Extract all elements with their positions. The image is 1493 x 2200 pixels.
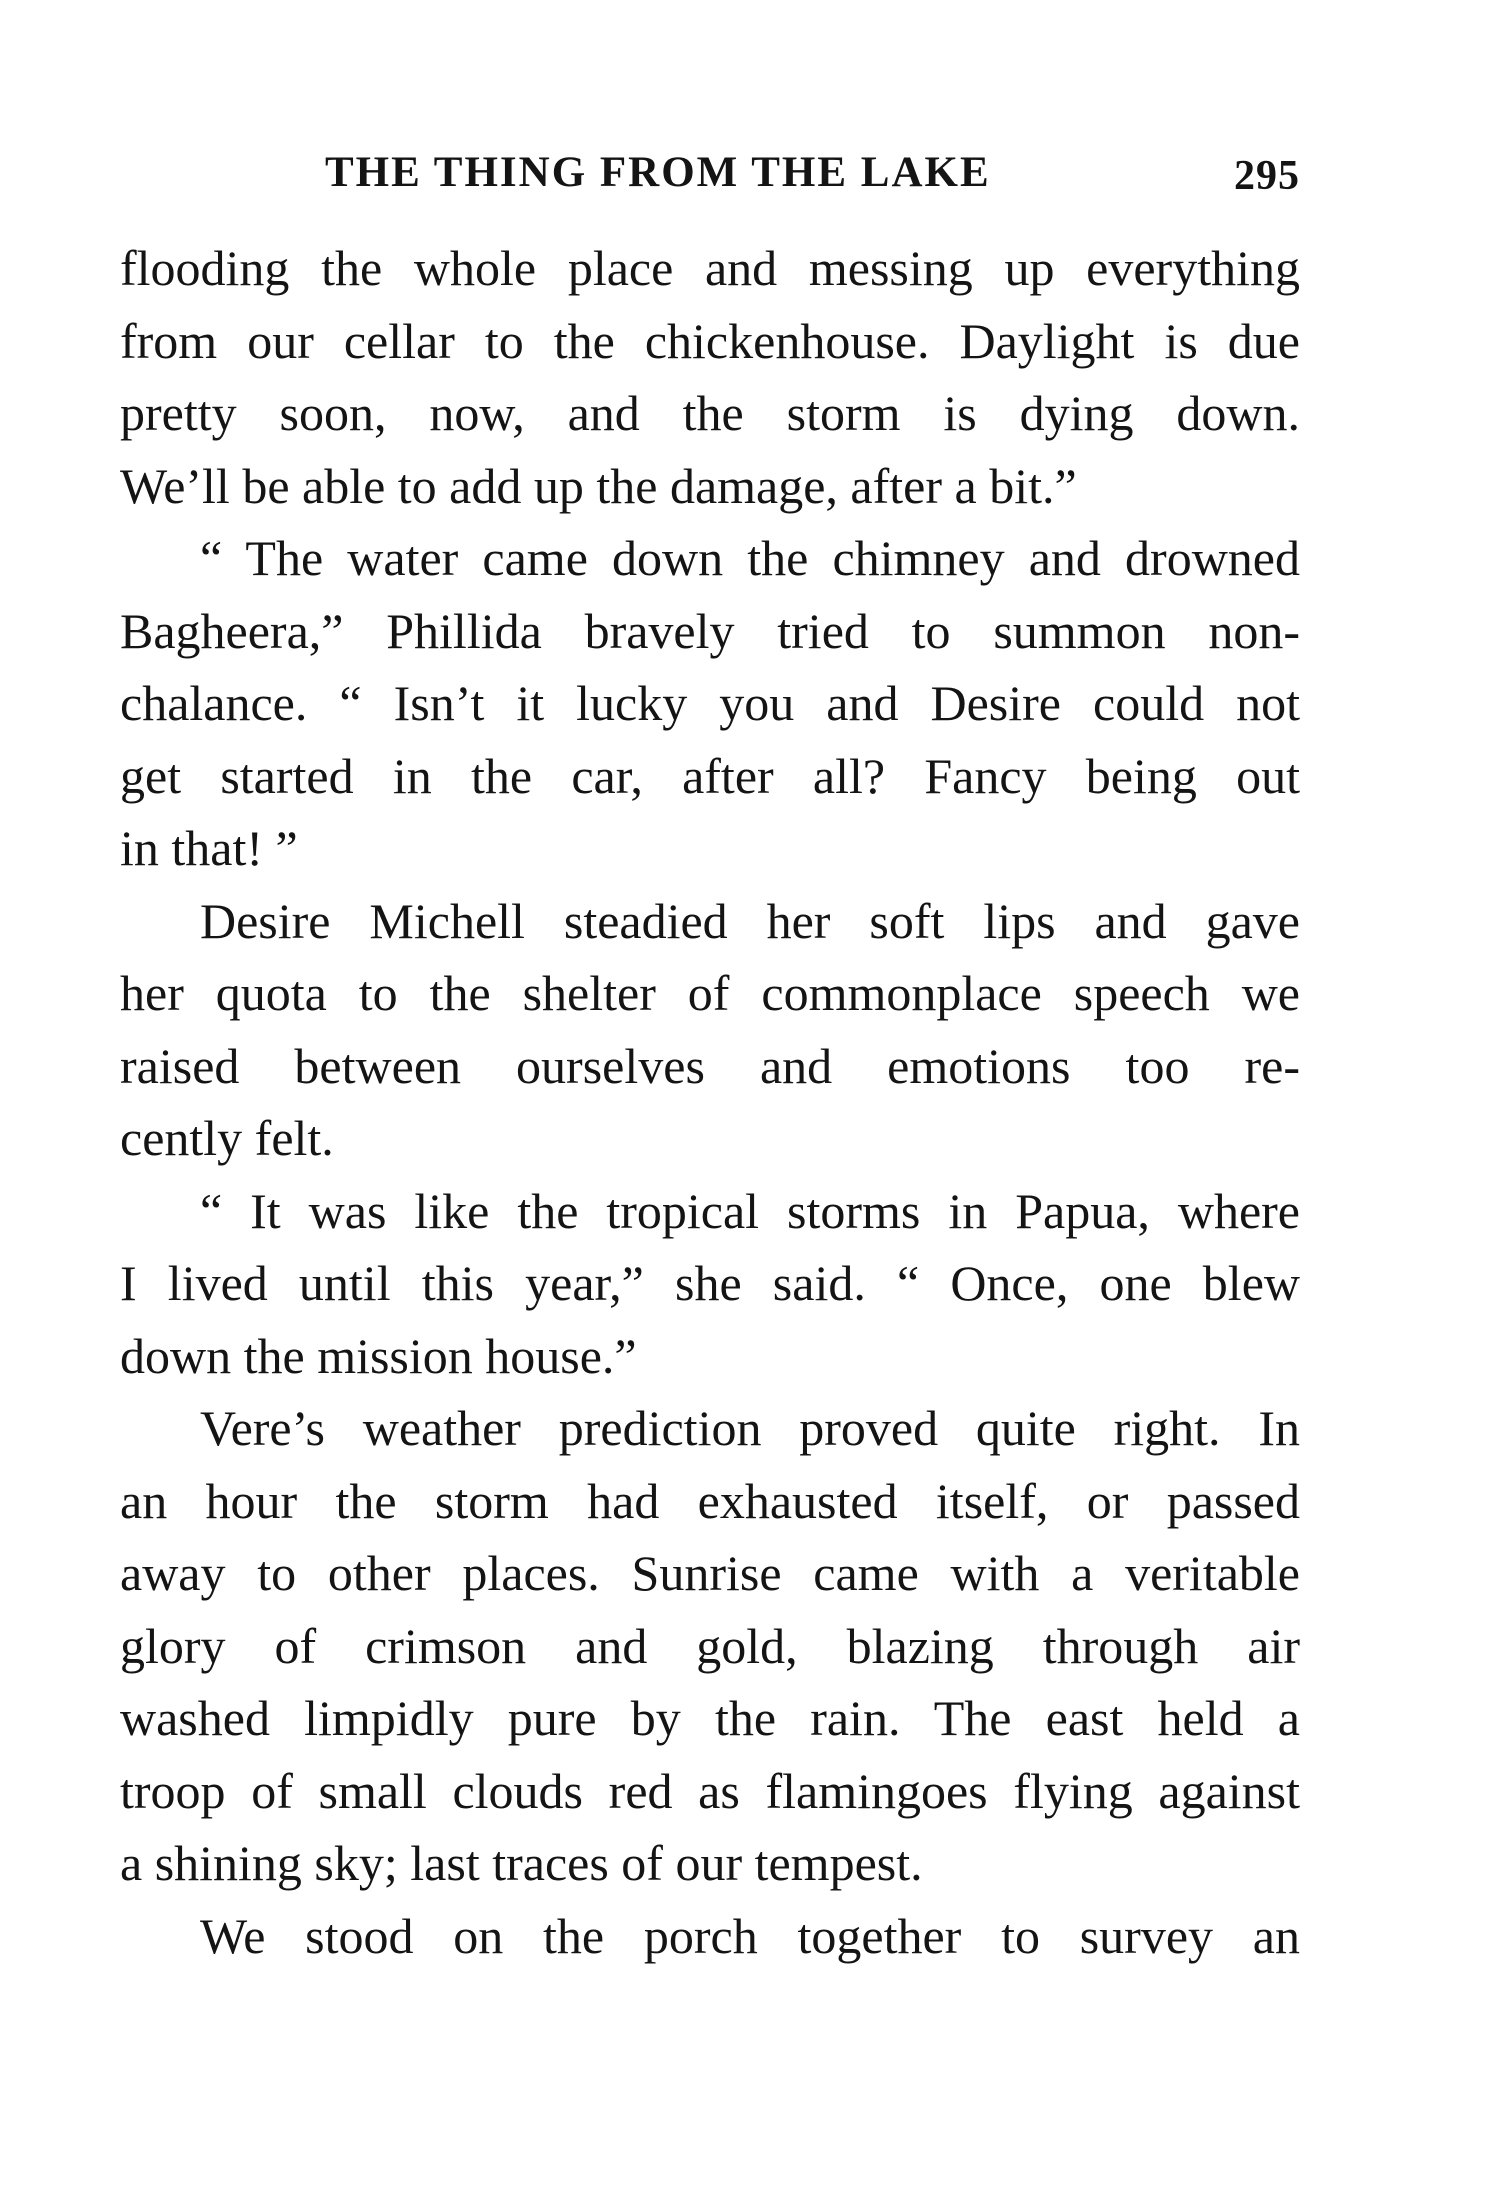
paragraph — [120, 885, 1300, 1175]
paragraph — [120, 1900, 1300, 1973]
text-line: glory of crimson and gold, blazing through air — [120, 1617, 1300, 1674]
text-line: pretty soon, now, and the storm is dying down. — [120, 385, 1300, 441]
text-line: in that! ” — [120, 820, 298, 876]
text-line: raised between ourselves and emotions too re- — [120, 1037, 1300, 1094]
text-line: troop of small clouds red as flamingoes flying against — [120, 1762, 1300, 1819]
text-line: Vere’s weather prediction proved quite right. In — [200, 1400, 1300, 1456]
running-header — [120, 148, 1300, 208]
text-line: I lived until this year,” she said. “ Once, one blew — [120, 1255, 1300, 1311]
body-text — [120, 232, 1300, 1972]
text-line: get started in the car, after all? Fancy being out — [120, 747, 1300, 804]
text-line: “ It was like the tropical storms in Papua, where — [200, 1182, 1300, 1239]
text-line: Desire Michell steadied her soft lips and gave — [200, 892, 1300, 949]
page-number: 295 — [1234, 153, 1300, 199]
text-line: away to other places. Sunrise came with a veritable — [120, 1545, 1300, 1601]
paragraph — [120, 1392, 1300, 1900]
text-line: down the mission house.” — [120, 1327, 637, 1384]
text-line: a shining sky; last traces of our tempest. — [120, 1835, 923, 1891]
text-line: We stood on the porch together to survey an — [200, 1907, 1300, 1964]
text-line: her quota to the shelter of commonplace speech we — [120, 965, 1300, 1021]
text-line: an hour the storm had exhausted itself, or passed — [120, 1472, 1300, 1529]
text-line: chalance. “ Isn’t it lucky you and Desire could not — [120, 675, 1300, 731]
text-line: “ The water came down the chimney and drowned — [200, 530, 1300, 586]
running-title: THE THING FROM THE LAKE — [325, 149, 991, 196]
text-line: washed limpidly pure by the rain. The east held a — [120, 1690, 1300, 1746]
text-line: from our cellar to the chickenhouse. Daylight is due — [120, 312, 1300, 369]
paragraph — [120, 232, 1300, 522]
text-line: flooding the whole place and messing up everything — [120, 240, 1300, 296]
paragraph — [120, 522, 1300, 885]
text-line: Bagheera,” Phillida bravely tried to summon non- — [120, 602, 1300, 659]
paragraph — [120, 1175, 1300, 1393]
text-line: cently felt. — [120, 1110, 334, 1166]
text-line: We’ll be able to add up the damage, after a bit.” — [120, 457, 1077, 514]
